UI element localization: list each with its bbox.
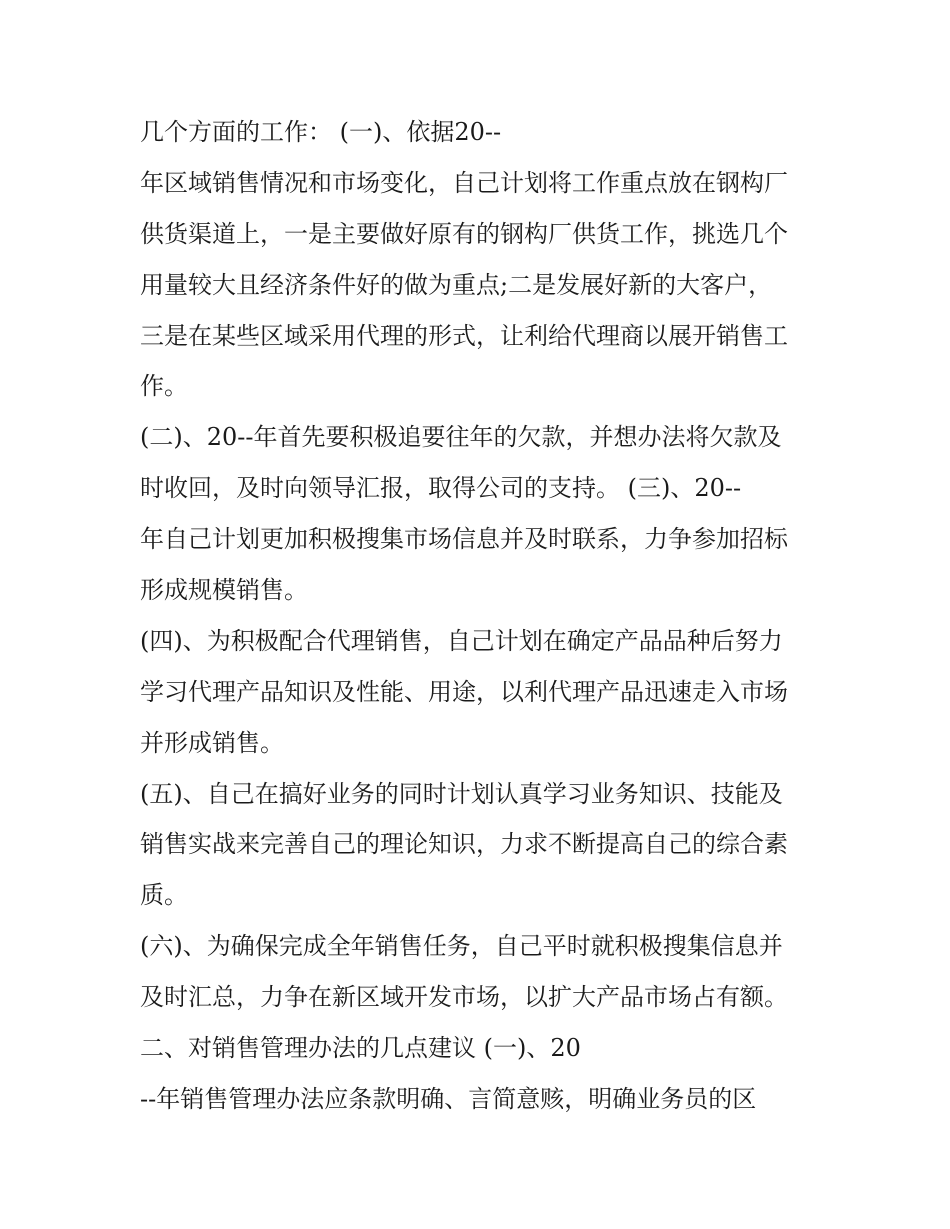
text-line: 销售实战来完善自己的理论知识，力求不断提高自己的综合素 [140, 830, 788, 859]
text-line: (二)、20--年首先要积极追要往年的欠款，并想办法将欠款及 [140, 423, 782, 452]
text-line: (四)、为积极配合代理销售，自己计划在确定产品品种后努力 [140, 626, 783, 655]
text-line: 用量较大且经济条件好的做为重点;二是发展好新的大客户， [140, 270, 773, 299]
text-line: (五)、自己在搞好业务的同时计划认真学习业务知识、技能及 [140, 779, 783, 808]
text-line: 三是在某些区域采用代理的形式，让利给代理商以展开销售工 [140, 321, 788, 350]
document-body [140, 107, 830, 1125]
text-line: --年销售管理办法应条款明确、言简意赅，明确业务员的区 [140, 1084, 757, 1113]
text-line: 年自己计划更加积极搜集市场信息并及时联系，力争参加招标 [140, 525, 788, 554]
text-line: 及时汇总，力争在新区域开发市场，以扩大产品市场占有额。 [140, 983, 788, 1012]
text-line: 作。 [140, 372, 188, 401]
text-line: 年区域销售情况和市场变化，自己计划将工作重点放在钢构厂 [140, 168, 788, 197]
text-line: (六)、为确保完成全年销售任务，自己平时就积极搜集信息并 [140, 932, 783, 961]
text-line: 并形成销售。 [140, 728, 284, 757]
text-line: 学习代理产品知识及性能、用途，以利代理产品迅速走入市场 [140, 677, 788, 706]
text-line: 二、对销售管理办法的几点建议 (一)、20 [140, 1034, 581, 1063]
text-line: 形成规模销售。 [140, 576, 308, 605]
text-line: 供货渠道上，一是主要做好原有的钢构厂供货工作，挑选几个 [140, 219, 788, 248]
text-line: 质。 [140, 881, 188, 910]
text-line: 几个方面的工作： (一)、依据20-- [140, 118, 502, 146]
text-line: 时收回，及时向领导汇报，取得公司的支持。 (三)、20-- [140, 474, 742, 503]
